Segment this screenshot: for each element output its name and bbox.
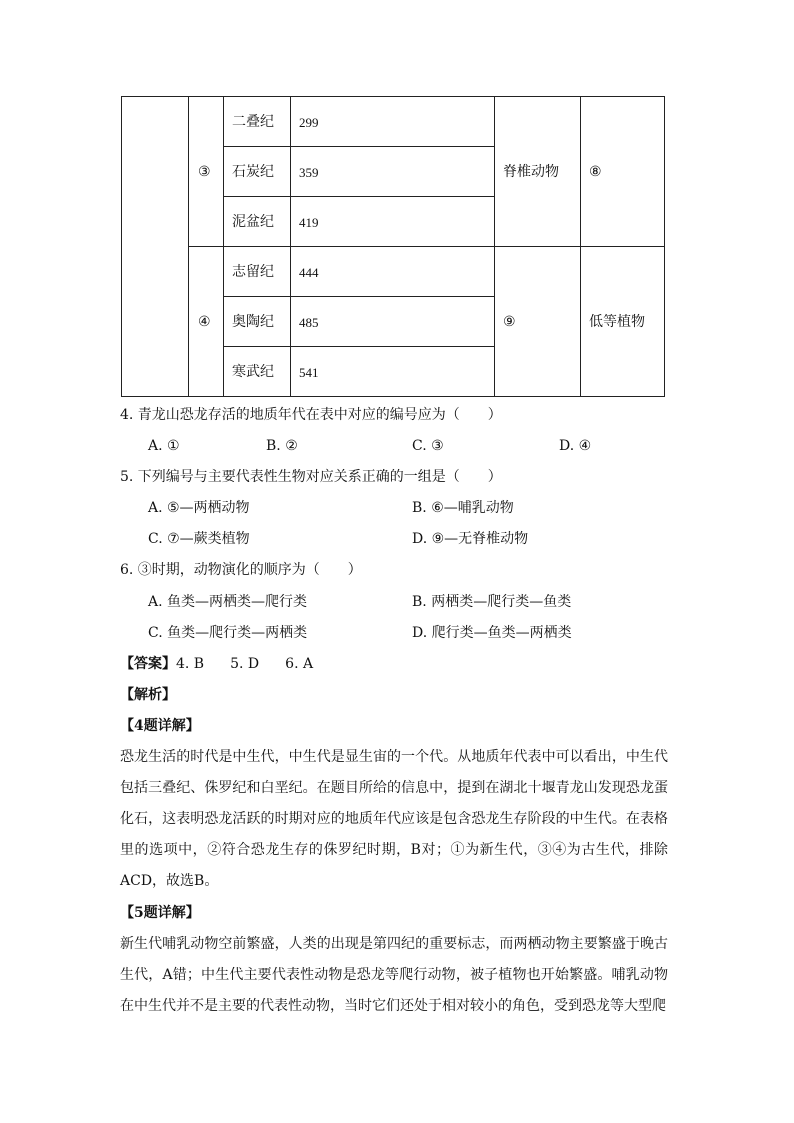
question-5-option-a: A. ⑤—两栖动物 bbox=[148, 500, 250, 516]
period-name: 志留纪 bbox=[232, 264, 274, 280]
q4-heading: 【4题详解】 bbox=[120, 718, 200, 734]
answer-5: 5. D bbox=[230, 656, 260, 672]
answer-label: 【答案】 bbox=[120, 656, 176, 672]
question-4-option-b: B. ② bbox=[266, 438, 298, 454]
period-age: 541 bbox=[299, 365, 319, 380]
period-age: 485 bbox=[299, 315, 319, 330]
question-6-stem: 6. ③时期，动物演化的顺序为（ ） bbox=[120, 562, 362, 578]
question-4-option-d: D. ④ bbox=[559, 438, 592, 454]
geologic-time-table bbox=[121, 96, 665, 397]
question-4-stem: 4. 青龙山恐龙存活的地质年代在表中对应的编号应为（ ） bbox=[120, 407, 502, 423]
question-4-option-c: C. ③ bbox=[412, 438, 444, 454]
analysis-label: 【解析】 bbox=[120, 687, 176, 703]
question-6-option-d: D. 爬行类—鱼类—两栖类 bbox=[412, 625, 572, 641]
answer-6: 6. A bbox=[285, 656, 314, 672]
answer-4: 4. B bbox=[176, 656, 205, 672]
period-name: 寒武纪 bbox=[232, 364, 274, 380]
question-4-option-a: A. ① bbox=[148, 438, 180, 454]
period-name: 石炭纪 bbox=[232, 164, 274, 180]
q5-heading: 【5题详解】 bbox=[120, 905, 200, 921]
q4-explanation: 恐龙生活的时代是中生代，中生代是显生宙的一个代。从地质年代表中可以看出，中生代包括三叠纪、侏罗纪和白垩纪。在题目所给的信息中，提到在湖北十堰青龙山发现恐龙蛋化石，这表明恐龙活跃的时期对应的地质年代应该是包含恐龙生存阶段的中生代。在表格里的选项中，②符合恐龙生存的侏罗纪时期，B对；①为新生代，③④为古生代，排除ACD，故选B。 bbox=[120, 749, 668, 889]
question-5-stem: 5. 下列编号与主要代表性生物对应关系正确的一组是（ ） bbox=[120, 469, 502, 485]
question-5-option-c: C. ⑦—蕨类植物 bbox=[148, 531, 250, 547]
animal-group-4: ⑨ bbox=[503, 314, 516, 330]
question-6-option-c: C. 鱼类—爬行类—两栖类 bbox=[148, 625, 308, 641]
question-5-option-d: D. ⑨—无脊椎动物 bbox=[412, 531, 529, 547]
era-marker-4: ④ bbox=[198, 314, 211, 330]
period-age: 419 bbox=[299, 215, 319, 230]
period-name: 泥盆纪 bbox=[232, 214, 274, 230]
period-age: 359 bbox=[299, 165, 319, 180]
period-name: 奥陶纪 bbox=[232, 314, 274, 330]
period-name: 二叠纪 bbox=[232, 114, 274, 130]
q5-explanation: 新生代哺乳动物空前繁盛，人类的出现是第四纪的重要标志，而两栖动物主要繁盛于晚古生代，A错；中生代主要代表性动物是恐龙等爬行动物，被子植物也开始繁盛。哺乳动物在中生代并不是主要的代表性动物，当时它们还处于相对较小的角色，受到恐龙等大型爬 bbox=[120, 936, 668, 1014]
question-6-option-b: B. 两栖类—爬行类—鱼类 bbox=[412, 594, 572, 610]
plant-group-3: ⑧ bbox=[589, 164, 602, 180]
animal-group-3: 脊椎动物 bbox=[503, 164, 559, 180]
period-age: 299 bbox=[299, 115, 319, 130]
era-marker-3: ③ bbox=[198, 164, 211, 180]
question-5-option-b: B. ⑥—哺乳动物 bbox=[412, 500, 514, 516]
answer-line bbox=[120, 655, 313, 673]
question-6-option-a: A. 鱼类—两栖类—爬行类 bbox=[148, 594, 308, 610]
period-age: 444 bbox=[299, 265, 319, 280]
plant-group-4: 低等植物 bbox=[589, 314, 645, 330]
